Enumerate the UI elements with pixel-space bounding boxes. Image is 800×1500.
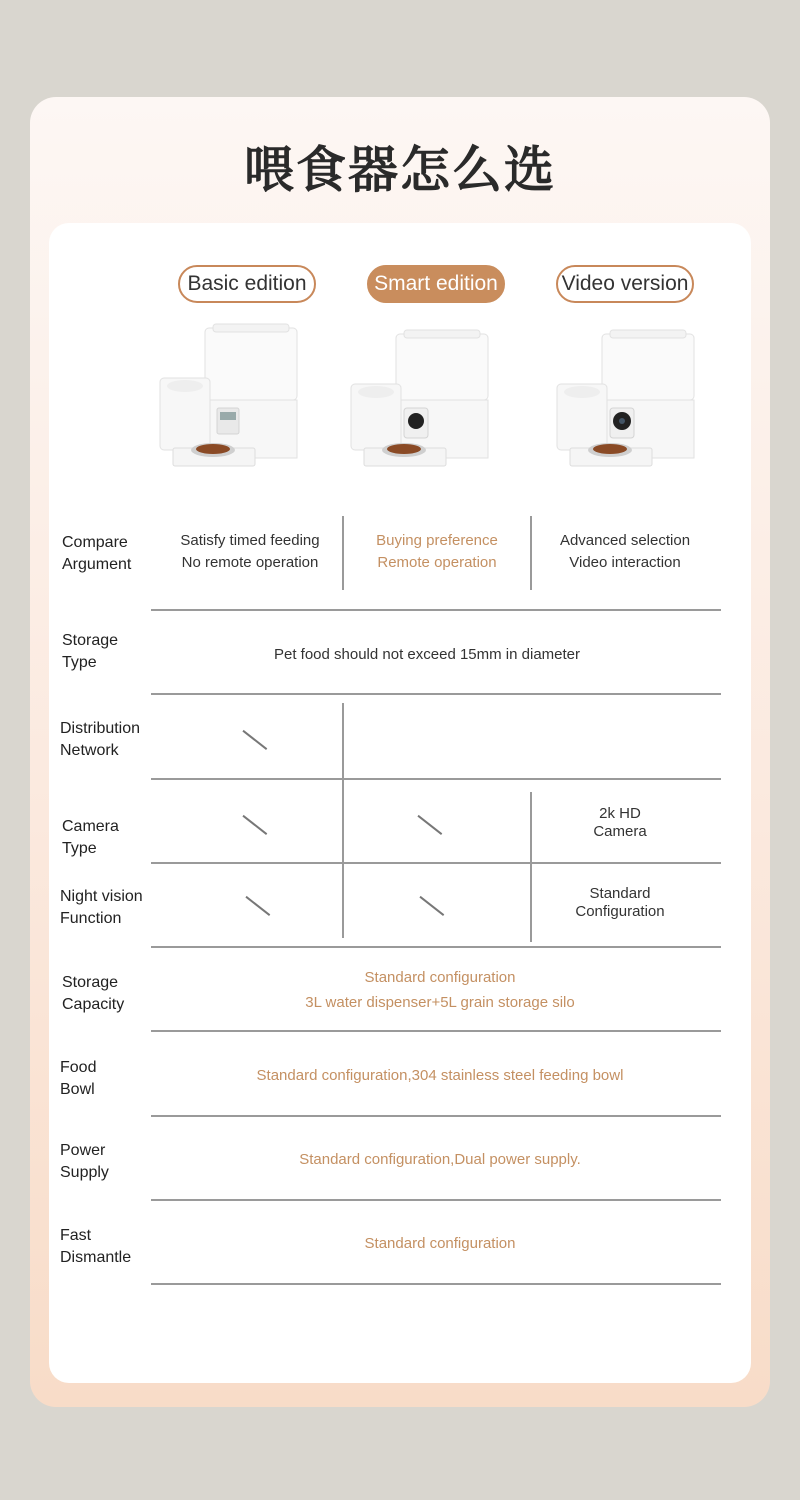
divider xyxy=(151,946,721,948)
divider xyxy=(151,778,721,780)
compare-basic: Satisfy timed feeding No remote operation xyxy=(180,532,320,571)
fast-dismantle-value: Standard configuration xyxy=(364,1235,516,1252)
food-bowl-value: Standard configuration,304 stainless steel feeding bowl xyxy=(256,1067,624,1084)
divider xyxy=(151,1115,721,1117)
compare-video: Advanced selection Video interaction xyxy=(559,532,691,571)
label-fast-dismantle: Fast Dismantle xyxy=(60,1227,132,1266)
camera-video-value: 2k HD Camera xyxy=(593,805,647,840)
label-power-supply: Power Supply xyxy=(60,1142,109,1181)
label-storage-type: Storage Type xyxy=(62,632,119,671)
divider xyxy=(342,703,344,938)
divider xyxy=(151,862,721,864)
label-camera-type: Camera Type xyxy=(62,818,119,857)
power-supply-value: Standard configuration,Dual power supply. xyxy=(299,1151,581,1168)
tab-video-version[interactable]: Video version xyxy=(556,265,694,303)
storage-capacity-value: Standard configuration 3L water dispenser+5L grain storage silo xyxy=(305,969,575,1011)
divider xyxy=(151,1030,721,1032)
video-feeder-image xyxy=(552,320,702,480)
storage-type-value: Pet food should not exceed 15mm in diameter xyxy=(273,646,580,663)
divider xyxy=(530,516,532,590)
divider xyxy=(342,516,344,590)
compare-smart: Buying preference Remote operation xyxy=(376,532,498,571)
basic-feeder-image xyxy=(155,320,305,480)
label-food-bowl: Food Bowl xyxy=(60,1059,97,1098)
smart-feeder-image xyxy=(346,320,496,480)
divider xyxy=(151,1199,721,1201)
page-title: 喂食器怎么选 xyxy=(244,141,556,199)
label-compare-argument: Compare Argument xyxy=(62,534,132,573)
divider xyxy=(151,609,721,611)
night-vision-video-value: Standard Configuration xyxy=(575,885,665,920)
tab-basic-edition[interactable]: Basic edition xyxy=(178,265,316,303)
tab-smart-edition[interactable]: Smart edition xyxy=(367,265,505,303)
label-night-vision: Night vision Function xyxy=(60,888,143,927)
divider xyxy=(151,1283,721,1285)
divider xyxy=(151,693,721,695)
label-storage-capacity: Storage Capacity xyxy=(62,974,125,1013)
label-distribution-network: Distribution Network xyxy=(60,720,141,759)
